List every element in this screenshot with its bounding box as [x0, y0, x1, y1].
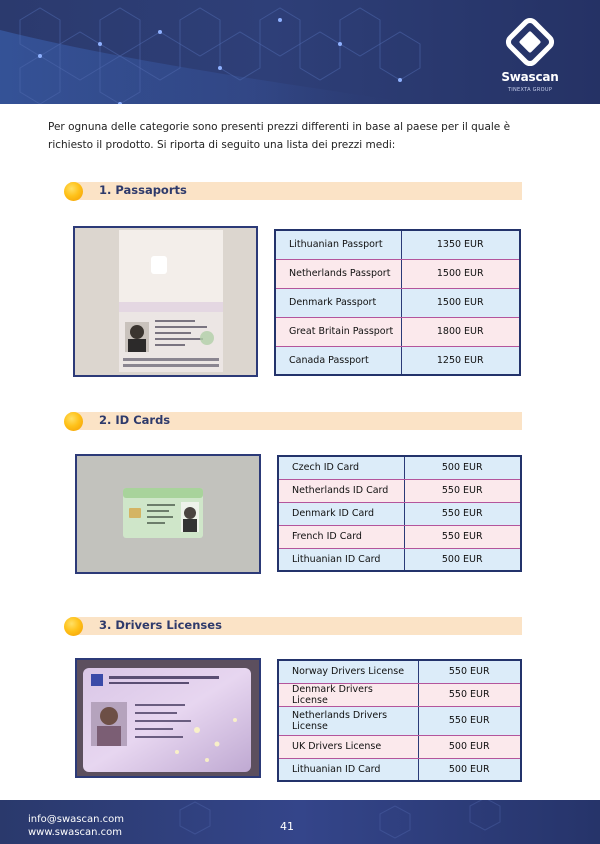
swascan-logo	[500, 16, 560, 96]
passport-photo	[73, 226, 258, 377]
price-cell: 550 EUR	[404, 502, 521, 525]
item-cell: Lithuanian ID Card	[278, 758, 418, 781]
bullet-icon	[64, 617, 83, 636]
table-row	[278, 456, 521, 479]
price-cell: 1350 EUR	[401, 230, 520, 259]
footer-website[interactable]: www.swascan.com	[28, 827, 123, 838]
price-cell: 500 EUR	[404, 456, 521, 479]
price-cell: 550 EUR	[404, 525, 521, 548]
id-card-photo	[75, 454, 261, 574]
logo-wordmark: Swascan	[501, 70, 559, 84]
logo-tagline: TINEXTA GROUP	[507, 87, 553, 93]
item-cell: Lithuanian Passport	[275, 230, 401, 259]
table-row	[278, 479, 521, 502]
drivers-license-image	[77, 660, 259, 776]
item-cell: Netherlands Passport	[275, 259, 401, 288]
swascan-logo-icon	[500, 16, 560, 68]
bullet-icon	[64, 182, 83, 201]
table-row	[278, 502, 521, 525]
table-row	[278, 758, 521, 781]
drivers-license-price-table	[277, 659, 522, 782]
passport-image	[75, 228, 256, 375]
price-cell: 1500 EUR	[401, 288, 520, 317]
item-cell: Czech ID Card	[278, 456, 404, 479]
price-cell: 550 EUR	[418, 660, 521, 683]
table-row	[278, 735, 521, 758]
table-row	[275, 317, 520, 346]
page-number: 41	[280, 820, 294, 833]
table-row	[278, 706, 521, 735]
table-row	[278, 660, 521, 683]
page-header	[0, 0, 600, 104]
price-cell: 550 EUR	[418, 706, 521, 735]
drivers-license-photo	[75, 658, 261, 778]
table-row	[278, 548, 521, 571]
id-card-image	[77, 456, 259, 572]
item-cell: Denmark Drivers License	[278, 683, 418, 706]
item-cell: Great Britain Passport	[275, 317, 401, 346]
id-card-price-table	[277, 455, 522, 572]
price-cell: 500 EUR	[418, 735, 521, 758]
item-cell: French ID Card	[278, 525, 404, 548]
table-row	[278, 525, 521, 548]
price-cell: 500 EUR	[418, 758, 521, 781]
bullet-icon	[64, 412, 83, 431]
section-title-id-cards: 2. ID Cards	[99, 413, 171, 427]
table-row	[275, 230, 520, 259]
price-cell: 550 EUR	[404, 479, 521, 502]
price-cell: 1800 EUR	[401, 317, 520, 346]
item-cell: Canada Passport	[275, 346, 401, 375]
passport-price-table	[274, 229, 521, 376]
item-cell: Denmark Passport	[275, 288, 401, 317]
price-cell: 500 EUR	[404, 548, 521, 571]
price-cell: 1500 EUR	[401, 259, 520, 288]
price-cell: 1250 EUR	[401, 346, 520, 375]
page-footer	[0, 800, 600, 844]
item-cell: Netherlands Drivers License	[278, 706, 418, 735]
section-title-passports: 1. Passaports	[99, 183, 187, 197]
item-cell: UK Drivers License	[278, 735, 418, 758]
footer-email[interactable]: info@swascan.com	[28, 814, 124, 825]
section-title-drivers-licenses: 3. Drivers Licenses	[99, 618, 222, 632]
intro-paragraph: Per ognuna delle categorie sono presenti prezzi differenti in base al paese per il quale è richiesto il prodotto. Si riporta di seguito una lista dei prezzi medi:	[48, 121, 511, 151]
item-cell: Norway Drivers License	[278, 660, 418, 683]
item-cell: Lithuanian ID Card	[278, 548, 404, 571]
table-row	[275, 288, 520, 317]
item-cell: Netherlands ID Card	[278, 479, 404, 502]
table-row	[275, 259, 520, 288]
price-cell: 550 EUR	[418, 683, 521, 706]
item-cell: Denmark ID Card	[278, 502, 404, 525]
table-row	[275, 346, 520, 375]
table-row	[278, 683, 521, 706]
